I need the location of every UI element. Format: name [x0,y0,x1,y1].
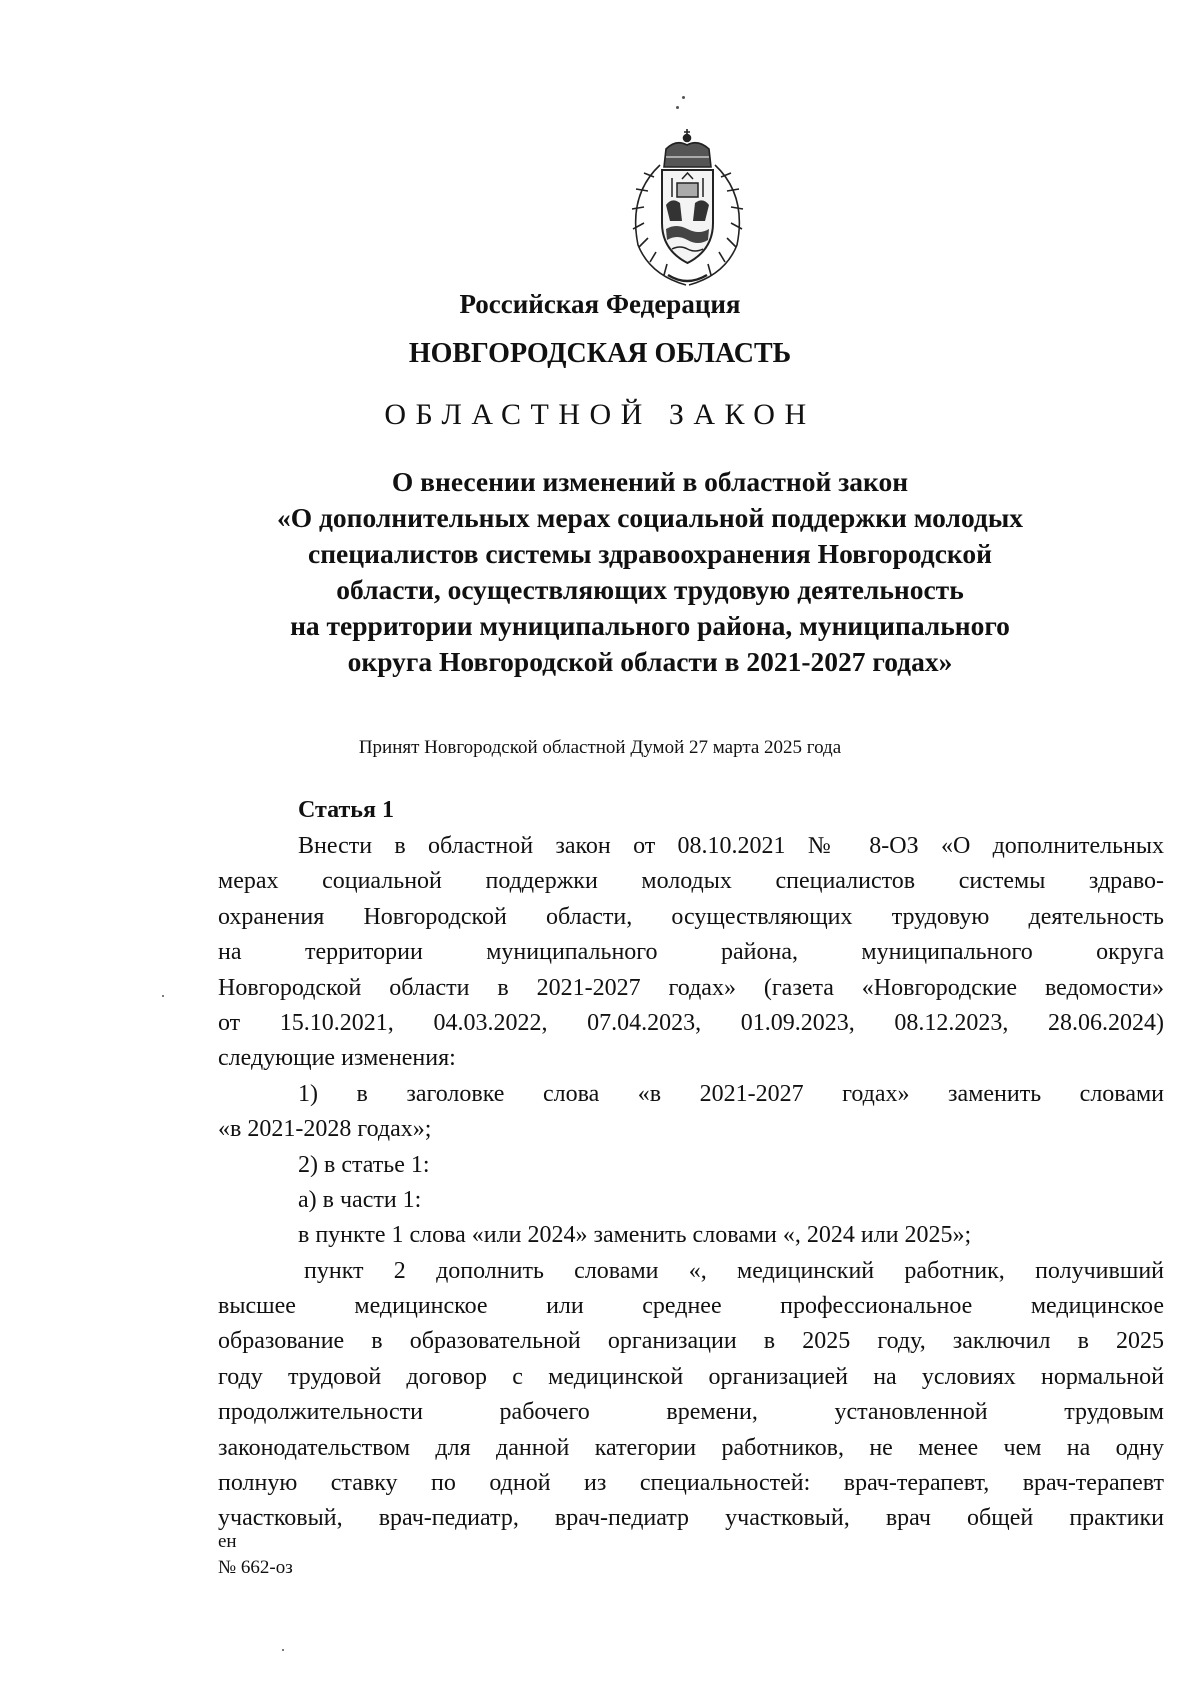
body-line: Внести в областной закон от 08.10.2021 № 8-ОЗ «О дополнительных [298,833,1164,859]
coat-of-arms-emblem [620,125,755,290]
title-line: специалистов системы здравоохранения Новгородской [308,538,992,569]
body-line: участковый, врач-педиатр, врач-педиатр участковый, врач общей практики [218,1505,1164,1532]
body-line: году трудовой договор с медицинской организацией на условиях нормальной [218,1363,1164,1390]
body-line: 1) в заголовке слова «в 2021-2027 годах» заменить словами [298,1080,1164,1107]
title-line: области, осуществляющих трудовую деятельность [336,574,964,605]
body-line: а) в части 1: [298,1186,422,1213]
scan-speck [682,96,685,99]
body-line: «в 2021-2028 годах»; [218,1116,432,1143]
scan-speck [676,106,679,109]
body-line: Новгородской области в 2021-2027 годах» (газета «Новгородские ведомости» [218,974,1164,1001]
scan-speck [282,1649,284,1651]
title-line: на территории муниципального района, муниципального [290,610,1010,641]
law-title [150,464,1150,680]
title-line: О внесении изменений в областной закон [391,466,909,497]
body-line: продолжительности рабочего времени, установленной трудовым [218,1399,1164,1426]
scan-speck [162,995,164,997]
footer-initials: ен [218,1531,237,1552]
body-line: на территории муниципального района, муниципального округа [218,939,1164,966]
region-heading: НОВГОРОДСКАЯ ОБЛАСТЬ [408,338,792,369]
body-line: законодательством для данной категории работников, не менее чем на одну [218,1434,1164,1461]
body-line: мерах социальной поддержки молодых специалистов системы здраво- [218,868,1164,895]
body-line: в пункте 1 слова «или 2024» заменить словами «, 2024 или 2025»; [298,1222,972,1249]
body-line: следующие изменения: [218,1045,456,1072]
body-line: образование в образовательной организации в 2025 году, заключил в 2025 [218,1328,1164,1355]
body-line: пункт 2 дополнить словами «, медицинский работник, получивший [304,1257,1164,1284]
adoption-note: Принят Новгородской областной Думой 27 марта 2025 года [358,737,842,758]
country-heading: Российская Федерация [459,289,741,319]
body-line: охранения Новгородской области, осуществляющих трудовую деятельность [218,903,1164,930]
article-heading: Статья 1 [298,797,394,823]
article-body [218,829,1164,1537]
registration-footer [218,1529,293,1581]
body-line: от 15.10.2021, 04.03.2022, 07.04.2023, 01.09.2023, 08.12.2023, 28.06.2024) [218,1009,1164,1036]
footer-doc-number: № 662-оз [218,1557,293,1578]
title-line: округа Новгородской области в 2021-2027 годах» [347,646,953,677]
body-line: полную ставку по одной из специальностей: врач-терапевт, врач-терапевт [218,1470,1164,1497]
body-line: 2) в статье 1: [298,1151,430,1178]
title-line: «О дополнительных мерах социальной поддержки молодых [276,502,1024,533]
document-type-heading: ОБЛАСТНОЙ ЗАКОН [384,398,816,431]
body-line: высшее медицинское или среднее профессиональное медицинское [218,1293,1164,1320]
